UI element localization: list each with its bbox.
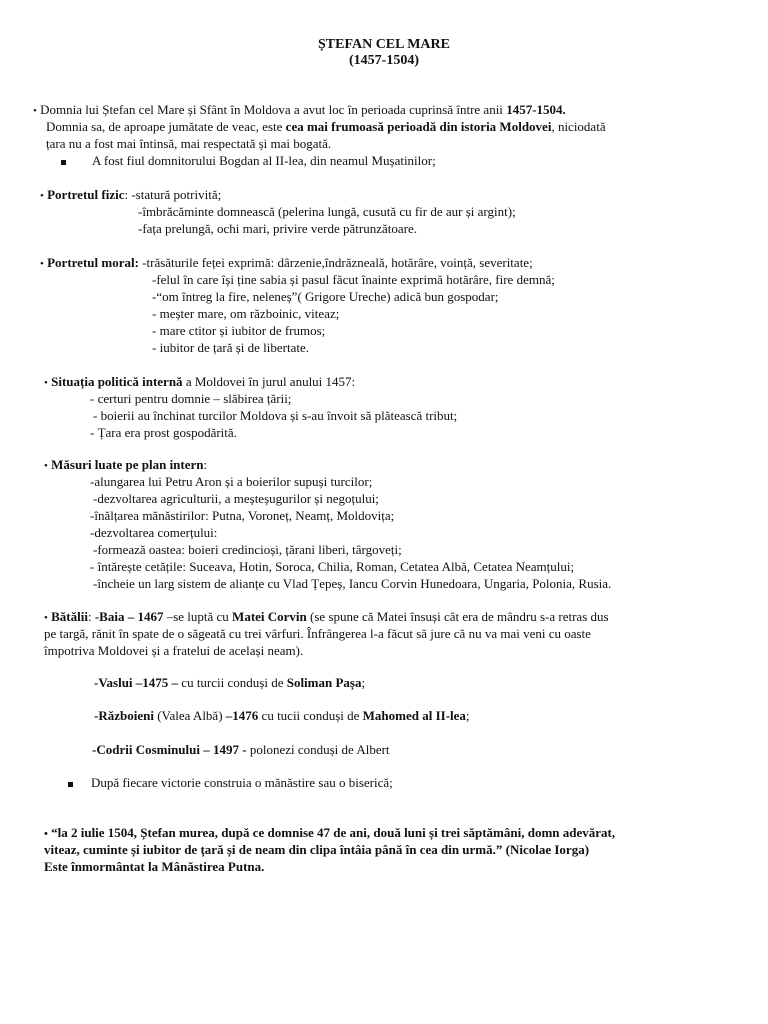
- intro-line-3: țara nu a fost mai întinsă, mai respectată și mai bogată.: [46, 136, 332, 151]
- intro-line-1: • Domnia lui Ștefan cel Mare și Sfânt în Moldova a avut loc în perioada cuprinsă între anii 1457-1504.: [33, 102, 566, 117]
- final-line-1: • “la 2 iulie 1504, Ștefan murea, după ce domnise 47 de ani, două luni și trei săptămâni, domn adevărat,: [44, 825, 616, 840]
- portret-fizic-line-1: • Portretul fizic: -statură potrivită;: [40, 187, 222, 202]
- situatia-line-3: - boierii au închinat turcilor Moldova și s-au învoit să plătească tribut;: [93, 408, 458, 423]
- intro-line-4: A fost fiul domnitorului Bogdan al II-lea, din neamul Mușatinilor;: [61, 152, 436, 169]
- portret-fizic-line-3: -fața prelungă, ochi mari, privire verde pătrunzătoare.: [138, 221, 417, 236]
- page-title: ȘTEFAN CEL MARE: [318, 37, 450, 52]
- square-bullet-icon: [61, 160, 66, 165]
- situatia-line-4: - Țara era prost gospodărită.: [90, 425, 237, 440]
- intro-line-2: Domnia sa, de aproape jumătate de veac, este cea mai frumoasă perioadă din istoria Moldovei, niciodată: [46, 119, 606, 134]
- masuri-line-2: -alungarea lui Petru Aron și a boierilor supuși turcilor;: [90, 474, 373, 489]
- masuri-line-5: -dezvoltarea comerțului:: [90, 525, 218, 540]
- dupa-victorie-line: După fiecare victorie construia o mănăstire sau o biserică;: [68, 774, 393, 791]
- masuri-line-6: -formează oastea: boieri credincioși, țărani liberi, târgoveți;: [93, 542, 402, 557]
- batalii-line-3: împotriva Moldovei și a fratelui de același neam).: [44, 643, 304, 658]
- bullet: •: [33, 105, 37, 117]
- portret-moral-line-5: - mare ctitor și iubitor de frumos;: [152, 323, 326, 338]
- portret-moral-line-3: -“om întreg la fire, neleneș”( Grigore Ureche) adică bun gospodar;: [152, 289, 499, 304]
- portret-fizic-line-2: -îmbrăcăminte domnească (pelerina lungă, cusută cu fir de aur și argint);: [138, 204, 516, 219]
- masuri-line-4: -înălțarea mănăstirilor: Putna, Voroneț, Neamț, Moldovița;: [90, 508, 395, 523]
- batalii-line-1: • Bătălii: -Baia – 1467 –se luptă cu Matei Corvin (se spune că Matei însuși cât era de mândru s-a retras dus: [44, 609, 609, 624]
- masuri-line-3: -dezvoltarea agriculturii, a meșteșugurilor și negoțului;: [93, 491, 379, 506]
- page-subtitle-years: (1457-1504): [349, 53, 419, 68]
- batalii-line-2: pe targă, rănit în spate de o săgeată cu trei vârfuri. Înfrângerea l-a făcut să jure că nu va mai veni cu oaste: [44, 626, 591, 641]
- final-line-3: Este înmormântat la Mânăstirea Putna.: [44, 859, 265, 874]
- final-line-2: viteaz, cuminte și iubitor de țară și de neam din clipa întâia până în cea din urmă.” (Nicolae Iorga): [44, 842, 590, 857]
- situatia-line-1: • Situația politică internă a Moldovei în jurul anului 1457:: [44, 374, 356, 389]
- portret-moral-line-1: • Portretul moral: -trăsăturile feței exprimă: dârzenie,îndrăzneală, hotărâre, voință, severitate;: [40, 255, 533, 270]
- masuri-line-7: - întărește cetățile: Suceava, Hotin, Soroca, Chilia, Roman, Cetatea Albă, Cetatea Neamțului;: [90, 559, 575, 574]
- batalie-vaslui: -Vaslui –1475 – cu turcii conduși de Soliman Pașa;: [94, 675, 366, 690]
- portret-moral-line-6: - iubitor de țară și de libertate.: [152, 340, 310, 355]
- batalie-codrii-cosminului: -Codrii Cosminului – 1497 - polonezi conduși de Albert: [92, 742, 390, 757]
- square-bullet-icon: [68, 782, 73, 787]
- situatia-line-2: - certuri pentru domnie – slăbirea țării;: [90, 391, 292, 406]
- masuri-line-8: -încheie un larg sistem de alianțe cu Vlad Țepeș, Iancu Corvin Hunedoara, Ungaria, Polonia, Rusia.: [93, 576, 612, 591]
- portret-moral-line-2: -felul în care își ține sabia și pasul făcut înainte exprimă hotărâre, fire demnă;: [152, 272, 555, 287]
- masuri-line-1: • Măsuri luate pe plan intern:: [44, 457, 208, 472]
- portret-moral-line-4: - meșter mare, om războinic, viteaz;: [152, 306, 340, 321]
- batalie-razboieni: -Războieni (Valea Albă) –1476 cu tucii conduși de Mahomed al II-lea;: [94, 708, 470, 723]
